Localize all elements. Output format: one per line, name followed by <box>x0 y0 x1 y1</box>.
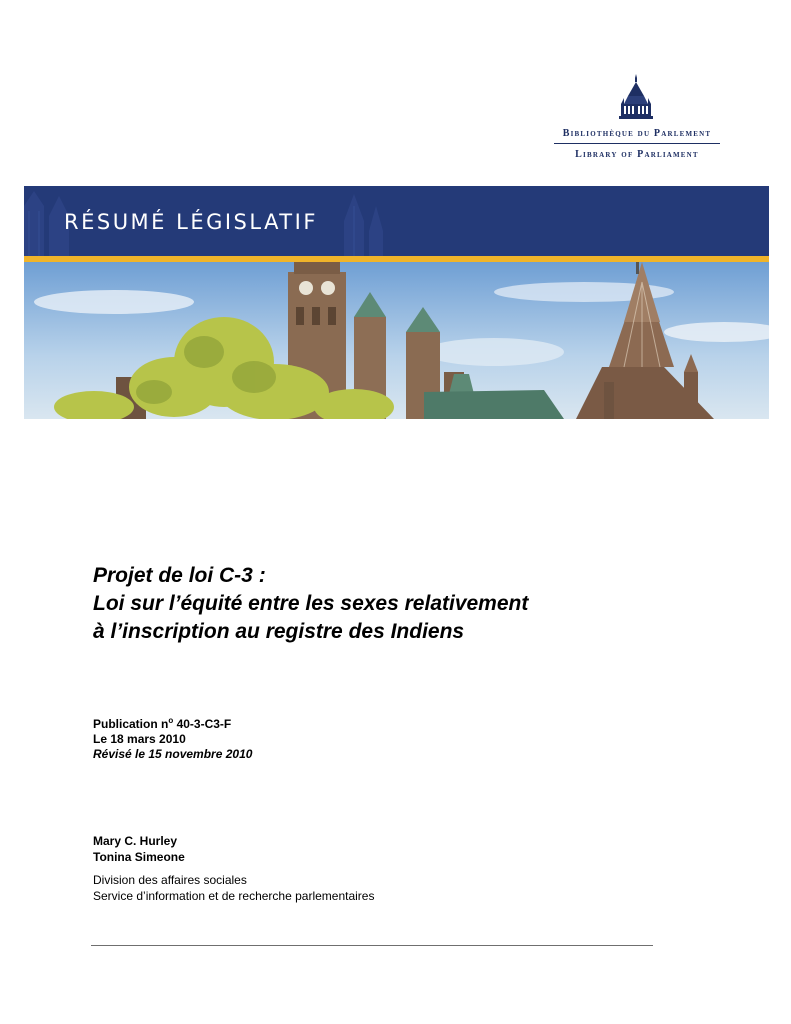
authors <box>93 833 185 865</box>
logo-divider <box>554 143 720 144</box>
library-name-fr: Bibliothèque du Parlement <box>562 128 712 139</box>
footer-divider <box>91 945 653 946</box>
title-line: Projet de loi C-3 : <box>93 564 266 587</box>
banner <box>24 186 769 256</box>
library-logo <box>552 74 722 164</box>
publication-date: Le 18 mars 2010 <box>93 732 186 746</box>
library-building-icon <box>618 74 654 120</box>
author-name: Tonina Simeone <box>93 850 185 864</box>
publication-number <box>93 713 252 732</box>
publication-code: 40-3-C3-F <box>173 717 232 731</box>
publication-label: Publication n <box>93 717 169 731</box>
publication-info <box>93 713 252 762</box>
document-title <box>93 562 733 646</box>
service-name: Service d’information et de recherche parlementaires <box>93 889 375 903</box>
division-info <box>93 872 374 904</box>
parliament-photo <box>24 262 769 419</box>
title-line: à l’inscription au registre des Indiens <box>93 620 465 643</box>
division-name: Division des affaires sociales <box>93 873 247 887</box>
title-line: Loi sur l’équité entre les sexes relativement <box>93 592 529 615</box>
revision-date: Révisé le 15 novembre 2010 <box>93 747 253 761</box>
author-name: Mary C. Hurley <box>93 834 178 848</box>
library-name-en: Library of Parliament <box>575 149 699 160</box>
banner-title: RÉSUMÉ LÉGISLATIF <box>64 210 318 234</box>
publication-superscript: o <box>168 716 174 725</box>
